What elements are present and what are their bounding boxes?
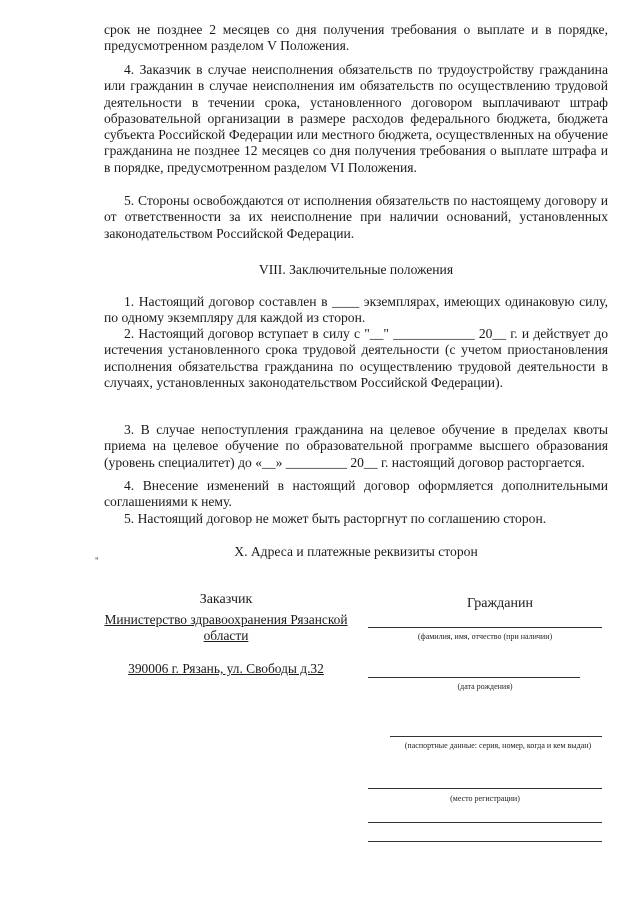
section-8-item-4: 4. Внесение изменений в настоящий договор оформляется дополнительными соглашениями к нему. bbox=[104, 478, 608, 510]
citizen-extra-line-2 bbox=[368, 841, 602, 842]
citizen-registration-caption: (место регистрации) bbox=[450, 794, 520, 803]
section-10-heading: X. Адреса и платежные реквизиты сторон bbox=[234, 544, 478, 559]
section-8-item-5: 5. Настоящий договор не может быть расторгнут по соглашению сторон. bbox=[124, 511, 547, 526]
stray-quote-mark: " bbox=[95, 556, 99, 566]
citizen-name-caption: (фамилия, имя, отчество (при наличии) bbox=[417, 632, 553, 641]
citizen-passport-caption: (паспортные данные: серия, номер, когда и кем выдан) bbox=[404, 741, 592, 750]
citizen-passport-line bbox=[390, 736, 602, 737]
citizen-name-line bbox=[368, 627, 602, 628]
paragraph-deadline: срок не позднее 2 месяцев со дня получения требования о выплате и в порядке, предусмотренном разделом V Положения. bbox=[104, 22, 608, 54]
section-8-heading: VIII. Заключительные положения bbox=[258, 262, 454, 277]
paragraph-penalty: 4. Заказчик в случае неисполнения обязательств по трудоустройству гражданина или гражданин в случае неисполнения им обязательств по осуществлению трудовой деятельности в течении срока, установленного договором выплачивают штраф образовательной организации в размере расходов федерального бюджета, бюджета субъекта Российской Федерации или местного бюджета, осуществленных на обучение гражданина не позднее 12 месяцев со дня получения требования о выплате штрафа и в порядке, предусмотренном разделом VI Положения. bbox=[104, 62, 608, 175]
citizen-registration-line bbox=[368, 788, 602, 789]
citizen-birthdate-caption: (дата рождения) bbox=[457, 682, 513, 691]
section-8-item-2: 2. Настоящий договор вступает в силу с "__" ____________ 20__ г. и действует до истечения установленного срока трудовой деятельности (с учетом приостановления исполнения обязательства гражданина по осуществлению трудовой деятельности в случаях, установленных законодательством Российской Федерации). bbox=[104, 326, 608, 390]
citizen-birthdate-line bbox=[368, 677, 580, 678]
customer-ministry: Министерство здравоохранения Рязанской области bbox=[104, 612, 348, 643]
section-8-item-3: 3. В случае непоступления гражданина на целевое обучение в пределах квоты приема на целевое обучение по образовательной программе высшего образования (уровень специалитет) до «__» _________ 20__ г. настоящий договор расторгается. bbox=[104, 422, 608, 470]
citizen-title: Гражданин bbox=[467, 596, 533, 611]
citizen-extra-line-1 bbox=[368, 822, 602, 823]
customer-address: 390006 г. Рязань, ул. Свободы д.32 bbox=[128, 661, 324, 676]
paragraph-exemption: 5. Стороны освобождаются от исполнения обязательств по настоящему договору и от ответственности за их неисполнение при наличии оснований, установленных законодательством Российской Федерации. bbox=[104, 193, 608, 241]
section-8-item-1: 1. Настоящий договор составлен в ____ экземплярах, имеющих одинаковую силу, по одному экземпляру для каждой из сторон. bbox=[104, 294, 608, 326]
customer-title: Заказчик bbox=[199, 592, 253, 607]
